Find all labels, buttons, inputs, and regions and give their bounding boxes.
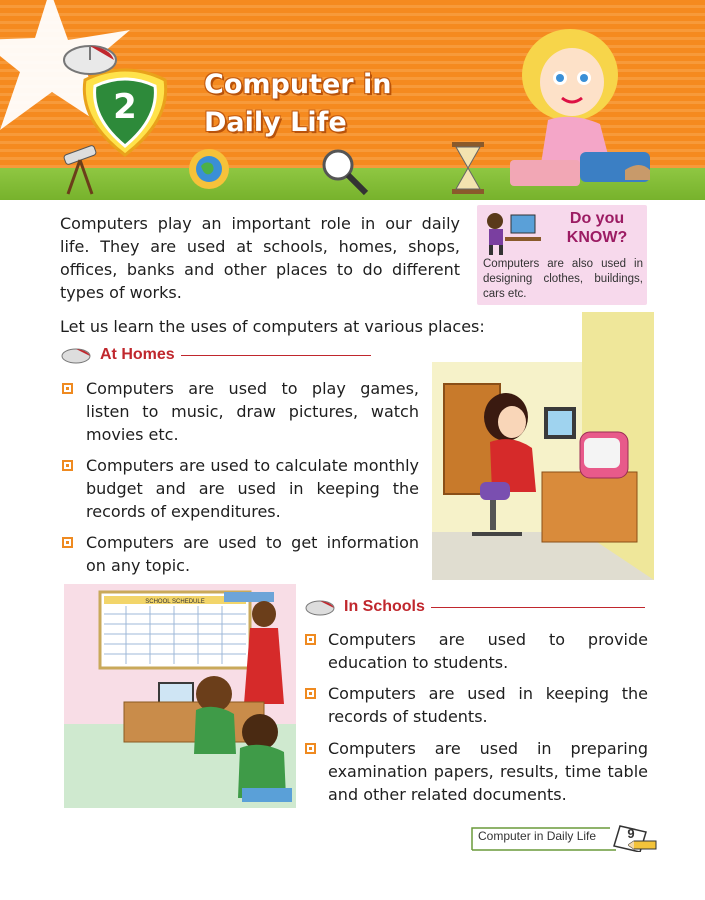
chapter-number: 2 bbox=[113, 87, 137, 127]
heading-rule bbox=[431, 607, 645, 608]
list-item: Computers are used in keeping the records of students. bbox=[328, 684, 648, 726]
at-homes-label: At Homes bbox=[100, 346, 175, 363]
footer-running-title: Computer in Daily Life bbox=[478, 829, 597, 843]
chapter-title-line1: Computer in bbox=[204, 69, 392, 100]
did-you-know-title-line2: KNOW? bbox=[566, 229, 628, 246]
page-number: 9 bbox=[627, 826, 635, 841]
page-footer bbox=[470, 824, 660, 852]
list-item: Computers are used to play games, listen to music, draw pictures, watch movies etc. bbox=[86, 379, 419, 444]
kid-at-computer-icon bbox=[481, 207, 545, 257]
list-item: Computers are used to calculate monthly budget and are used in keeping the records of expenditures. bbox=[86, 456, 419, 521]
bullet-icon bbox=[62, 383, 73, 394]
at-homes-heading bbox=[60, 346, 371, 364]
magnifier-icon bbox=[318, 145, 370, 197]
did-you-know-title bbox=[549, 209, 645, 247]
in-schools-label: In Schools bbox=[344, 598, 425, 615]
heading-rule bbox=[181, 355, 371, 356]
list-item: Computers are used in preparing examination papers, results, time table and other related documents. bbox=[328, 739, 648, 804]
school-classroom-illustration bbox=[64, 584, 296, 808]
list-item: Computers are used to provide education to students. bbox=[328, 630, 648, 672]
home-computer-illustration bbox=[432, 312, 654, 580]
intro-lead: Let us learn the uses of computers at various places: bbox=[60, 317, 485, 336]
bullet-icon bbox=[62, 460, 73, 471]
globe-flower-icon bbox=[186, 146, 232, 192]
bullet-icon bbox=[305, 688, 316, 699]
chapter-title bbox=[204, 66, 464, 142]
bullet-icon bbox=[305, 634, 316, 645]
intro-paragraph: Computers play an important role in our daily life. They are used at schools, homes, shops, offices, banks and other places to do different types of works. bbox=[60, 214, 460, 302]
did-you-know-box bbox=[477, 205, 647, 305]
chapter-title-line2: Daily Life bbox=[204, 107, 347, 138]
board-title: SCHOOL SCHEDULE bbox=[145, 599, 205, 605]
bullet-icon bbox=[62, 537, 73, 548]
mouse-icon bbox=[304, 598, 338, 616]
list-item: Computers are used to get information on any topic. bbox=[86, 533, 419, 575]
mouse-icon bbox=[60, 346, 94, 364]
telescope-icon bbox=[58, 140, 102, 196]
hourglass-icon bbox=[448, 140, 488, 196]
did-you-know-text: Computers are also used in designing clothes, buildings, cars etc. bbox=[483, 258, 643, 300]
in-schools-heading bbox=[304, 598, 645, 616]
mouse-icon bbox=[58, 38, 128, 78]
chapter-header bbox=[0, 0, 705, 200]
bullet-icon bbox=[305, 743, 316, 754]
girl-with-laptop-illustration bbox=[500, 20, 670, 195]
did-you-know-title-line1: Do you bbox=[569, 210, 625, 227]
